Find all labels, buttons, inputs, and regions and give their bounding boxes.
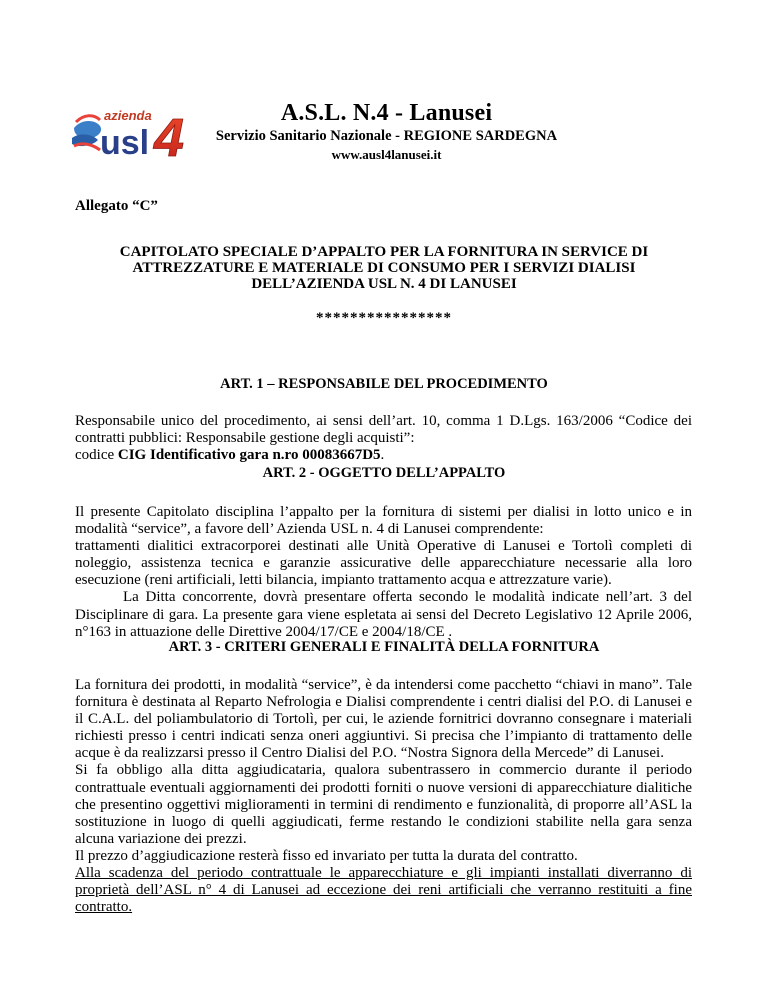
cig-code: CIG Identificativo gara n.ro 00083667D5 [117, 447, 381, 464]
art1-cig [75, 447, 692, 464]
document-title-line: CAPITOLATO SPECIALE D’APPALTO PER LA FORNITURA IN SERVICE DI [119, 244, 649, 260]
asl-logo [70, 100, 202, 162]
svg-text:azienda: azienda [104, 108, 152, 123]
art3-paragraph: Il prezzo d’aggiudicazione resterà fisso ed invariato per tutta la durata del contratto. [75, 847, 578, 864]
art1-text: Responsabile unico del procedimento, ai sensi dell’art. 10, comma 1 D.Lgs. 163/2006 “Codice dei contratti pubblici: Responsabile gestione degli acquisti”: [75, 413, 692, 447]
art1-heading: ART. 1 – RESPONSABILE DEL PROCEDIMENTO [220, 376, 548, 392]
art2-heading: ART. 2 - OGGETTO DELL’APPALTO [262, 465, 506, 481]
art2-paragraph: La Ditta concorrente, dovrà presentare offerta secondo le modalità indicate nell’art. 3 del Disciplinare di gara. La presente gara viene espletata ai sensi del Decreto Legislativo 12 Aprile 2006, n°163 in attuazione delle Direttive 2004/17/CE e 2004/18/CE . [75, 589, 692, 640]
art3-heading: ART. 3 - CRITERI GENERALI E FINALITÀ DELLA FORNITURA [168, 639, 600, 655]
cig-suffix: . [380, 447, 385, 464]
document-title [75, 244, 693, 292]
art2-paragraph: trattamenti dialitici extracorporei destinati alle Unità Operative di Lanusei e Tortolì completi di noleggio, assistenza tecnica e garanzie assicurative delle apparecchiature necessarie alla loro esecuzione (reni artificiali, letti bilancia, impianto trattamento acqua e attrezzature varie). [75, 538, 692, 589]
art2-paragraph: Il presente Capitolato disciplina l’appalto per la fornitura di sistemi per dialisi in lotto unico e in modalità “service”, a favore dell’ Azienda USL n. 4 di Lanusei comprendente: [75, 504, 692, 538]
header-subtitle: Servizio Sanitario Nazionale - REGIONE SARDEGNA [215, 128, 558, 144]
header-website: www.ausl4lanusei.it [331, 147, 442, 162]
header-title: A.S.L. N.4 - Lanusei [280, 100, 493, 126]
document-title-line: DELL’AZIENDA USL N. 4 DI LANUSEI [251, 276, 517, 292]
art3-paragraph: La fornitura dei prodotti, in modalità “service”, è da intendersi come pacchetto “chiavi in mano”. Tale fornitura è destinata al Reparto Nefrologia e Dialisi comprendente i centri dialisi del P.O. di Lanusei e il C.A.L. del poliambulatorio di Tortolì, per cui, le aziende fornitrici dovranno consegnare i materiali richiesti presso i centri indicati senza oneri aggiuntivi. Si precisa che l’impianto di trattamento delle acque è da realizzarsi presso il Centro Dialisi del P.O. “Nostra Signora della Mercede” di Lanusei. [75, 677, 692, 762]
document-title-line: ATTREZZATURE E MATERIALE DI CONSUMO PER I SERVIZI DIALISI [132, 260, 636, 276]
art1-body [75, 413, 692, 464]
cig-prefix: codice [75, 447, 118, 464]
svg-text:usl: usl [100, 124, 150, 162]
art3-body [75, 677, 692, 916]
art2-body [75, 504, 692, 641]
allegato-label: Allegato “C” [75, 198, 158, 214]
art3-paragraph-underlined: Alla scadenza del periodo contrattuale le apparecchiature e gli impianti installati diverranno di proprietà dell’ASL n° 4 di Lanusei ad eccezione dei reni artificiali che verranno restituiti a fine contratto. [75, 865, 692, 916]
svg-text:4: 4 [154, 108, 185, 162]
separator-stars: **************** [316, 310, 452, 326]
art3-paragraph: Si fa obbligo alla ditta aggiudicataria, qualora subentrassero in commercio durante il periodo contrattuale eventuali aggiornamenti dei prodotti forniti o nuove versioni di apparecchiature dialitiche che presentino oggettivi miglioramenti in termini di rendimento e funzionalità, di proporre all’ASL la sostituzione in luogo di quelli aggiudicati, ferme restando le condizioni stabilite nella gara senza alcuna variazione dei prezzi. [75, 762, 692, 847]
